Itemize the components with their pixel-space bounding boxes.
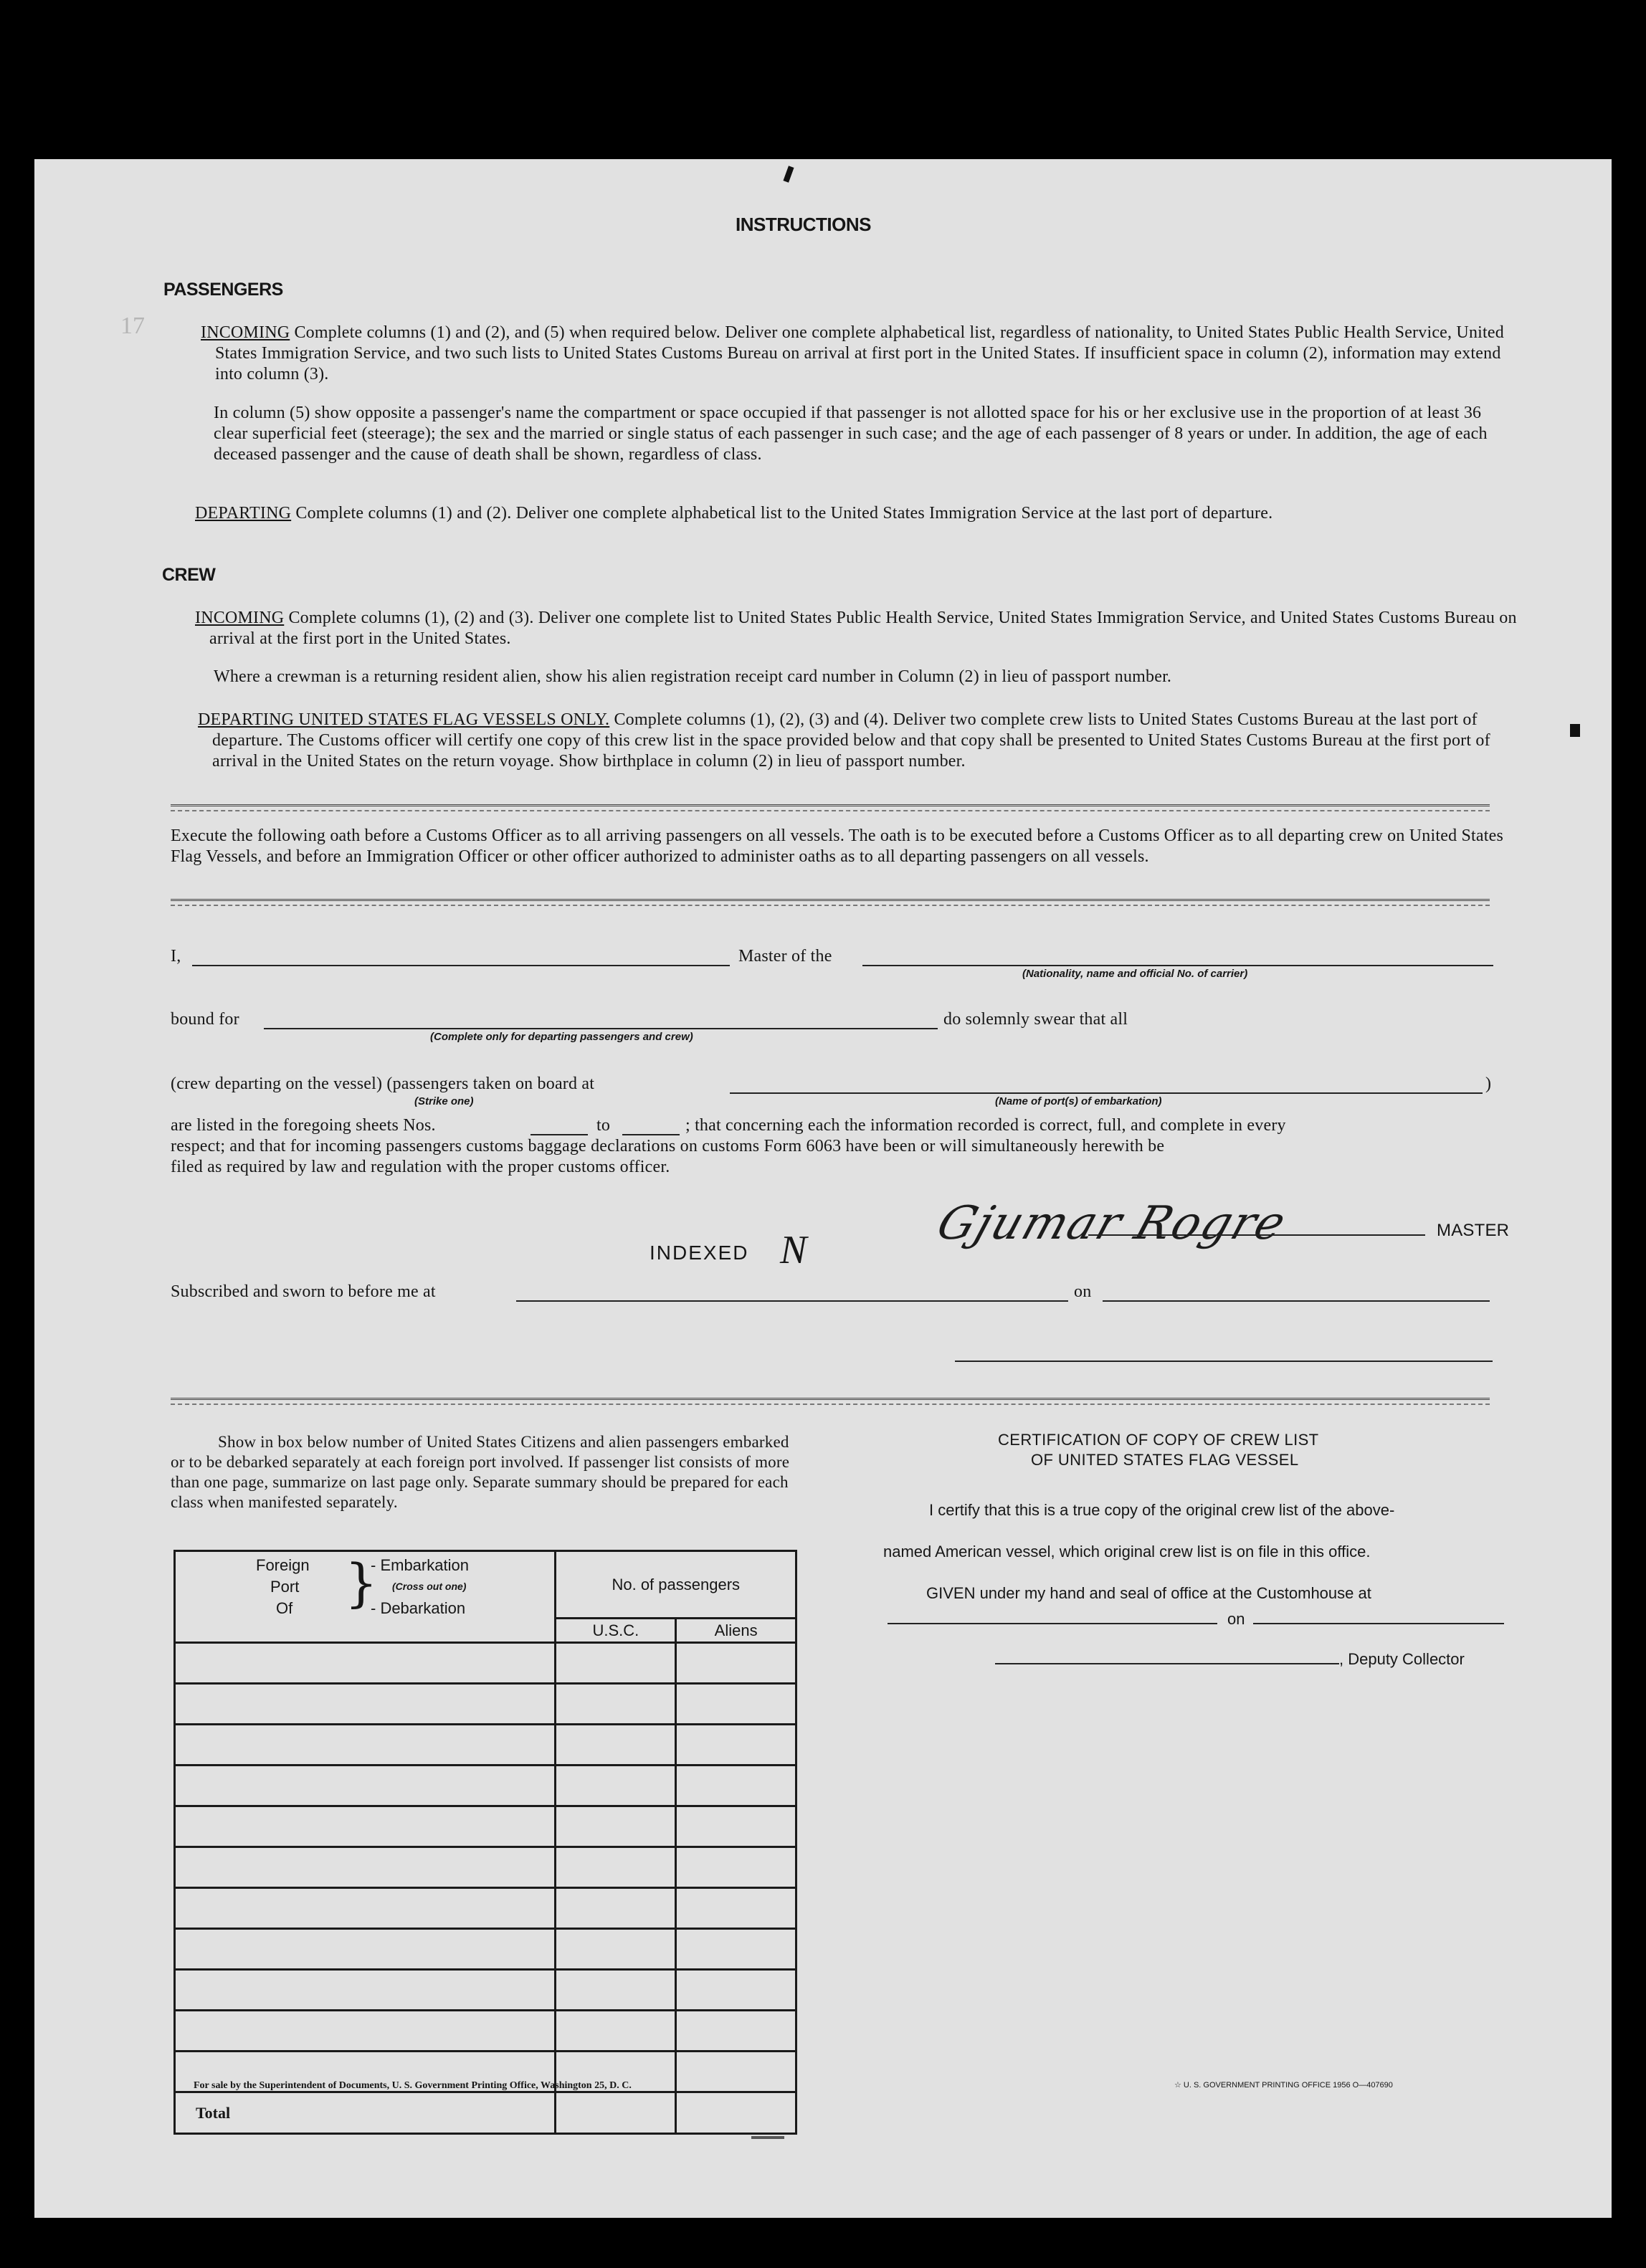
port-cell[interactable] (175, 1806, 556, 1847)
usc-cell[interactable] (556, 1806, 676, 1847)
header-port-cell (175, 1551, 556, 1643)
deputy-collector-label: , Deputy Collector (1339, 1650, 1465, 1668)
divider (171, 899, 1490, 906)
master-signature: Gjumar Rogre (930, 1197, 1294, 1250)
aliens-cell[interactable] (676, 1970, 796, 2011)
aliens-cell[interactable] (676, 1643, 796, 1684)
subscribed-label: Subscribed and sworn to before me at (171, 1282, 436, 1301)
header-foreign: Foreign (256, 1556, 310, 1574)
port-cell[interactable] (175, 1643, 556, 1684)
deputy-collector-field[interactable] (995, 1663, 1339, 1664)
port-cell[interactable] (175, 1725, 556, 1766)
usc-cell[interactable] (556, 1684, 676, 1725)
header-usc: U.S.C. (556, 1619, 676, 1643)
certification-title-1: CERTIFICATION OF COPY OF CREW LIST (998, 1431, 1319, 1449)
usc-cell[interactable] (556, 1847, 676, 1888)
incoming-text: Complete columns (1) and (2), and (5) when required below. Deliver one complete alphabetical list, regardless of nationality, to United States Public Health Service, United States Immigration Service, and two such lists to United States Customs Bureau on arrival at first port in the United States. If insufficient space in column (2), information may extend into column (3). (215, 323, 1504, 383)
port-cell[interactable] (175, 1888, 556, 1929)
brace-icon: } (345, 1553, 378, 1613)
sworn-date-field[interactable] (1103, 1300, 1490, 1302)
officer-signature-field[interactable] (955, 1361, 1493, 1362)
port-cell[interactable] (175, 1847, 556, 1888)
bound-note: (Complete only for departing passengers and crew) (430, 1031, 693, 1043)
departing-label: DEPARTING (195, 504, 292, 523)
port-note: (Name of port(s) of embarkation) (995, 1095, 1162, 1107)
table-row (175, 2011, 796, 2052)
indexed-stamp: INDEXED (650, 1242, 749, 1264)
page-title: INSTRUCTIONS (736, 214, 871, 235)
margin-mark: 17 (120, 313, 145, 339)
summary-instruction: Show in box below number of United States Citizens and alien passengers embarked or to be debarked separately at each foreign port involved. If passenger list consists of more than one page, summarize on last page only. Separate summary should be prepared for each class when manifested separately. (171, 1433, 790, 1511)
certify-line-2: named American vessel, which original crew list is on file in this office. (883, 1543, 1371, 1561)
passengers-incoming (192, 323, 1527, 385)
usc-cell[interactable] (556, 1725, 676, 1766)
close-paren: ) (1485, 1075, 1492, 1093)
sheet-to-field[interactable] (622, 1134, 680, 1135)
aliens-cell[interactable] (676, 2011, 796, 2052)
table-row (175, 1806, 796, 1847)
port-cell[interactable] (175, 1970, 556, 2011)
passengers-heading: PASSENGERS (163, 280, 283, 300)
table-row (175, 1725, 796, 1766)
footer-right: ☆ U. S. GOVERNMENT PRINTING OFFICE 1956 O—407690 (1174, 2081, 1393, 2090)
usc-cell[interactable] (556, 1970, 676, 2011)
usc-cell[interactable] (556, 1643, 676, 1684)
on-label: on (1074, 1282, 1092, 1301)
oath-instruction: Execute the following oath before a Customs Officer as to all arriving passengers on all vessels. The oath is to be executed before a Customs Officer as to all departing crew on United States Flag Vessels, and before an Immigration Officer or other officer authorized to administer oaths as to all departing passengers on all vessels. (171, 826, 1504, 866)
header-debarkation: - Debarkation (371, 1599, 466, 1617)
passengers-column5: In column (5) show opposite a passenger's name the compartment or space occupied if that passenger is not allotted space for his or her exclusive use in the proportion of at least 36 clear superficial feet (steerage); the sex and the married or single status of each passenger in such case; and the age of each passenger of 8 years or under. In addition, the age of each deceased passenger and the cause of death shall be shown, regardless of class. (214, 404, 1488, 464)
divider (171, 804, 1490, 811)
port-cell[interactable] (175, 2011, 556, 2052)
scan-artifact (1570, 724, 1580, 737)
departing-text: Complete columns (1) and (2). Deliver one complete alphabetical list to the United States Immigration Service at the last port of departure. (295, 504, 1273, 523)
listed-text-1: ; that concerning each the information recorded is correct, full, and complete in every (685, 1116, 1286, 1135)
table-row (175, 1970, 796, 2011)
cert-on-label: on (1227, 1610, 1245, 1628)
total-label (175, 2092, 556, 2134)
port-cell[interactable] (175, 1929, 556, 1970)
master-label: MASTER (1437, 1221, 1510, 1240)
crew-alien: Where a crewman is a returning resident alien, show his alien registration receipt card number in Column (2) in lieu of passport number. (214, 667, 1172, 686)
header-cross: (Cross out one) (392, 1581, 467, 1592)
header-aliens: Aliens (676, 1619, 796, 1643)
oath-i-label: I, (171, 947, 181, 966)
carrier-field[interactable] (862, 965, 1493, 966)
header-no-passengers: No. of passengers (556, 1551, 796, 1619)
total-usc[interactable] (556, 2092, 676, 2134)
bound-for-label: bound for (171, 1010, 239, 1029)
aliens-cell[interactable] (676, 1806, 796, 1847)
aliens-cell[interactable] (676, 2052, 796, 2092)
bound-for-field[interactable] (264, 1028, 938, 1029)
form-page (34, 159, 1612, 2218)
usc-cell[interactable] (556, 1766, 676, 1806)
incoming-label: INCOMING (201, 323, 290, 342)
port-cell[interactable] (175, 1766, 556, 1806)
footer-left: For sale by the Superintendent of Documents, U. S. Government Printing Office, Washington 25, D. C. (194, 2080, 632, 2091)
total-aliens[interactable] (676, 2092, 796, 2134)
scan-artifact (751, 2136, 784, 2139)
aliens-cell[interactable] (676, 1847, 796, 1888)
certification-title-2: OF UNITED STATES FLAG VESSEL (1031, 1451, 1299, 1469)
table-row (175, 1766, 796, 1806)
to-label: to (596, 1116, 611, 1135)
header-of: Of (276, 1599, 293, 1617)
summary-table (173, 1550, 797, 2135)
master-name-field[interactable] (192, 965, 730, 966)
crew-departing (189, 710, 1524, 772)
passengers-departing (186, 503, 1528, 524)
strike-note: (Strike one) (414, 1095, 474, 1107)
header-embarkation: - Embarkation (371, 1556, 469, 1574)
usc-cell[interactable] (556, 1888, 676, 1929)
certify-line-1: I certify that this is a true copy of the original crew list of the above- (929, 1501, 1395, 1519)
port-cell[interactable] (175, 1684, 556, 1725)
table-row (175, 1684, 796, 1725)
customhouse-field[interactable] (888, 1623, 1217, 1624)
indexed-mark: N (780, 1228, 807, 1272)
table-row (175, 1847, 796, 1888)
cert-date-field[interactable] (1253, 1623, 1504, 1624)
table-row (175, 1888, 796, 1929)
crew-incoming-label: INCOMING (195, 609, 285, 627)
aliens-cell[interactable] (676, 1684, 796, 1725)
total-text: Total (196, 2103, 231, 2122)
crew-departing-text: Complete columns (1), (2), (3) and (4). Deliver two complete crew lists to United States Customs Bureau at the last port of departure. The Customs officer will certify one copy of this crew list in the space provided below and that copy shall be presented to United States Customs Bureau at the first port of arrival in the United States on the return voyage. Show birthplace in column (2) in lieu of passport number. (212, 710, 1490, 771)
usc-cell[interactable] (556, 2011, 676, 2052)
sheet-from-field[interactable] (531, 1134, 588, 1135)
aliens-cell[interactable] (676, 1725, 796, 1766)
crew-incoming (186, 608, 1528, 649)
summary-rows (175, 1643, 796, 2092)
swear-label: do solemnly swear that all (943, 1010, 1128, 1029)
crew-heading: CREW (162, 565, 216, 585)
carrier-note: (Nationality, name and official No. of carrier) (1022, 968, 1248, 980)
aliens-cell[interactable] (676, 1766, 796, 1806)
given-line: GIVEN under my hand and seal of office at the Customhouse at (926, 1584, 1371, 1602)
sworn-place-field[interactable] (516, 1300, 1068, 1302)
listed-text-3: filed as required by law and regulation with the proper customs officer. (171, 1158, 670, 1176)
signature-line (1088, 1234, 1425, 1236)
port-embarkation-field[interactable] (730, 1092, 1483, 1094)
aliens-cell[interactable] (676, 1929, 796, 1970)
crew-incoming-text: Complete columns (1), (2) and (3). Deliver one complete list to United States Public Health Service, United States Immigration Service, and United States Customs Bureau on arrival at the first port in the United States. (209, 609, 1517, 648)
table-row (175, 1929, 796, 1970)
crew-passengers-label: (crew departing on the vessel) (passengers taken on board at (171, 1075, 595, 1093)
aliens-cell[interactable] (676, 1888, 796, 1929)
crew-departing-label: DEPARTING UNITED STATES FLAG VESSELS ONLY. (198, 710, 610, 729)
listed-text-2: respect; and that for incoming passengers customs baggage declarations on customs Form 6063 have been or will simultaneously herewith be (171, 1137, 1165, 1156)
divider (171, 1398, 1490, 1405)
header-port: Port (270, 1578, 300, 1596)
usc-cell[interactable] (556, 1929, 676, 1970)
scan-artifact (783, 166, 794, 182)
listed-label: are listed in the foregoing sheets Nos. (171, 1116, 436, 1135)
master-of-label: Master of the (738, 947, 832, 966)
table-row (175, 1643, 796, 1684)
